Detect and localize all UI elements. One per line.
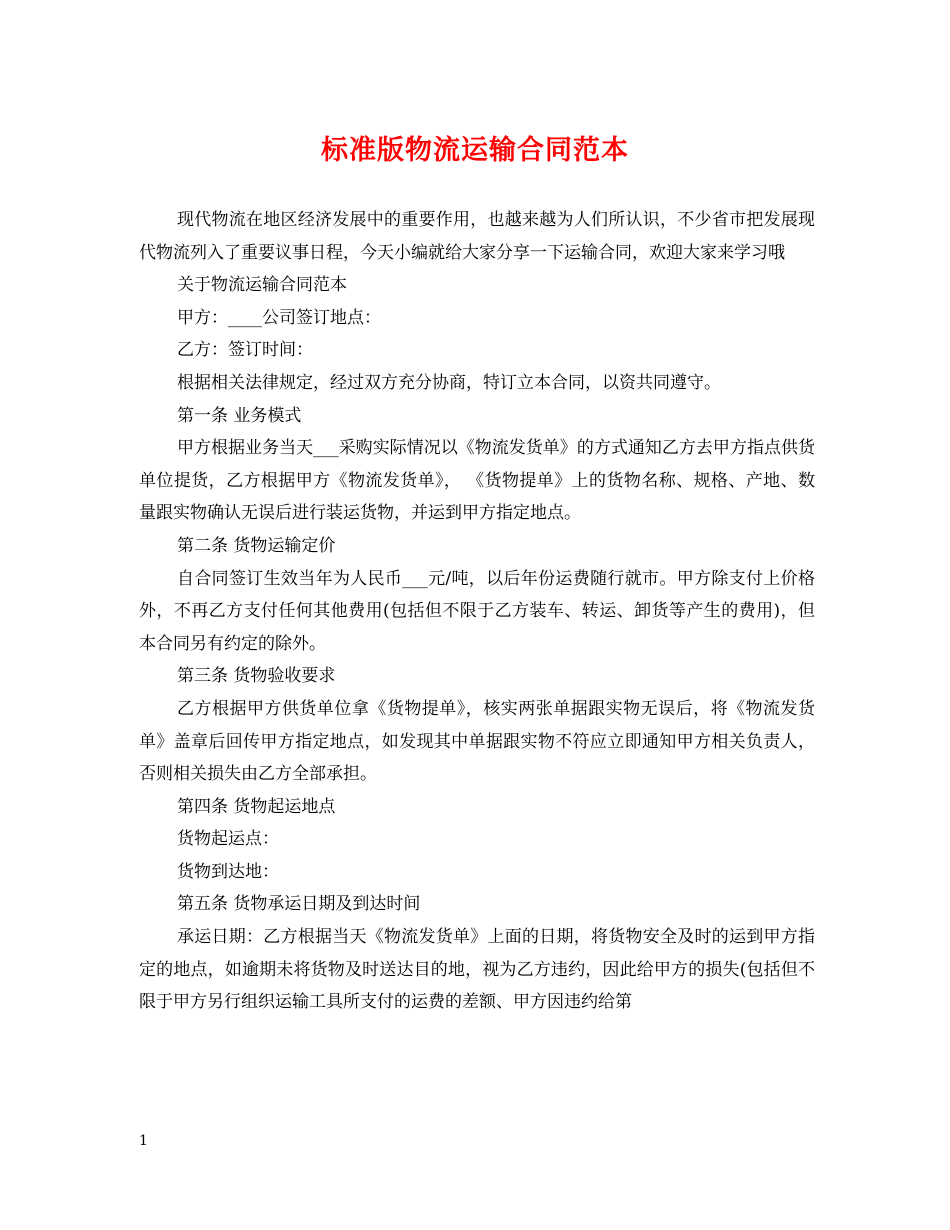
- article-3-body: 乙方根据甲方供货单位拿《货物提单》，核实两张单据跟实物无误后，将《物流发货单》盖章后回传甲方指定地点，如发现其中单据跟实物不符应立即通知甲方相关负责人，否则相关损失由乙方全部承担。: [139, 698, 815, 785]
- document-title: 标准版物流运输合同范本: [321, 135, 629, 166]
- article-1-heading: 第一条 业务模式: [177, 405, 302, 426]
- article-2-body: 自合同签订生效当年为人民币___元/吨，以后年份运费随行就市。甲方除支付上价格外，不再乙方支付任何其他费用(包括但不限于乙方装车、转运、卸货等产生的费用)，但本合同另有约定的除外。: [139, 568, 815, 654]
- paragraph-party-b: 乙方：签订时间：: [177, 340, 313, 361]
- paragraph-party-a: 甲方：____公司签订地点：: [177, 307, 381, 328]
- article-1-body: 甲方根据业务当天___采购实际情况以《物流发货单》的方式通知乙方去甲方指点供货单位提货，乙方根据甲方《物流发货单》， 《货物提单》上的货物名称、规格、产地、数量跟实物确认无误后进行装运货物，并运到甲方指定地点。: [139, 438, 815, 524]
- page-number: 1: [139, 1133, 148, 1149]
- paragraph-intro: 现代物流在地区经济发展中的重要作用，也越来越为人们所认识，不少省市把发展现代物流列入了重要议事日程，今天小编就给大家分享一下运输合同，欢迎大家来学习哦: [139, 210, 815, 263]
- article-2-heading: 第二条 货物运输定价: [177, 535, 336, 556]
- origin-point: 货物起运点：: [177, 829, 279, 850]
- document-body: [139, 204, 815, 1019]
- paragraph-heading: 关于物流运输合同范本: [177, 275, 347, 296]
- paragraph-preamble: 根据相关法律规定，经过双方充分协商，特订立本合同，以资共同遵守。: [177, 372, 721, 393]
- article-5-body: 承运日期：乙方根据当天《物流发货单》上面的日期，将货物安全及时的运到甲方指定的地点，如逾期未将货物及时送达目的地，视为乙方违约，因此给甲方的损失(包括但不限于甲方另行组织运输工具所支付的运费的差额、甲方因违约给第: [139, 927, 815, 1013]
- article-4-heading: 第四条 货物起运地点: [177, 796, 336, 817]
- article-3-heading: 第三条 货物验收要求: [177, 666, 336, 687]
- article-5-heading: 第五条 货物承运日期及到达时间: [177, 894, 421, 915]
- destination-point: 货物到达地：: [177, 861, 279, 882]
